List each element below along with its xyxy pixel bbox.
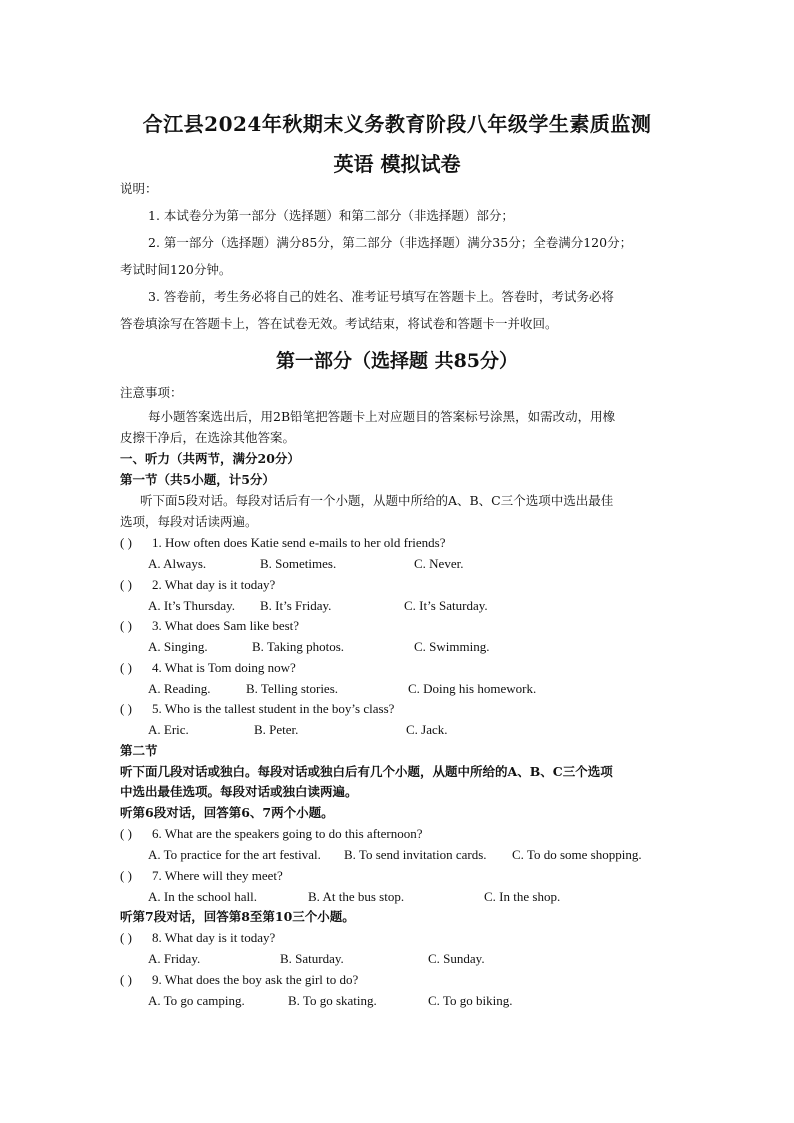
section2-desc-b: 中选出最佳选项。每段对话或独白读两遍。 bbox=[120, 784, 358, 799]
q5-option-c: C. Jack. bbox=[406, 722, 448, 737]
section2-title: 第二节 bbox=[120, 743, 158, 758]
dialog6-heading: 听第6段对话，回答第6、7两个小题。 bbox=[120, 805, 334, 820]
question-stem: 6. What are the speakers going to do this afternoon? bbox=[152, 826, 423, 841]
question-3 bbox=[120, 618, 299, 634]
q4-option-c: C. Doing his homework. bbox=[408, 681, 537, 696]
q7-option-c: C. In the shop. bbox=[484, 889, 561, 904]
question-6 bbox=[120, 826, 423, 842]
question-stem: 2. What day is it today? bbox=[152, 577, 276, 592]
question-9 bbox=[120, 972, 358, 988]
answer-paren[interactable]: ( ) bbox=[120, 660, 132, 675]
q7-option-b: B. At the bus stop. bbox=[308, 889, 405, 904]
q1-option-c: C. Never. bbox=[414, 556, 464, 571]
instruction-3a: 3. 答卷前，考生务必将自己的姓名、准考证号填写在答题卡上。答卷时，考试务必将 bbox=[148, 289, 614, 304]
section1-desc-b: 选项，每段对话读两遍。 bbox=[120, 514, 258, 529]
answer-paren[interactable]: ( ) bbox=[120, 972, 132, 987]
question-stem: 8. What day is it today? bbox=[152, 930, 276, 945]
q3-option-b: B. Taking photos. bbox=[252, 639, 345, 654]
q6-option-c: C. To do some shopping. bbox=[512, 847, 642, 862]
question-7 bbox=[120, 868, 283, 884]
instructions-label: 说明： bbox=[120, 181, 158, 196]
q2-option-a: A. It’s Thursday. bbox=[148, 598, 236, 613]
q5-option-b: B. Peter. bbox=[254, 722, 299, 737]
question-stem: 5. Who is the tallest student in the boy’s class? bbox=[152, 701, 395, 716]
question-1 bbox=[120, 535, 446, 551]
q1-option-a: A. Always. bbox=[148, 556, 207, 571]
q4-option-b: B. Telling stories. bbox=[246, 681, 339, 696]
listening-section-title: 一、听力（共两节，满分20分） bbox=[120, 451, 300, 466]
q8-option-c: C. Sunday. bbox=[428, 951, 485, 966]
q4-option-a: A. Reading. bbox=[148, 681, 211, 696]
question-4 bbox=[120, 660, 296, 676]
question-8 bbox=[120, 930, 275, 946]
q5-option-a: A. Eric. bbox=[148, 722, 189, 737]
section1-desc-a: 听下面5段对话。每段对话后有一个小题，从题中所给的A、B、C三个选项中选出最佳 bbox=[140, 493, 614, 508]
answer-paren[interactable]: ( ) bbox=[120, 930, 132, 945]
q6-option-b: B. To send invitation cards. bbox=[344, 847, 487, 862]
question-stem: 1. How often does Katie send e-mails to her old friends? bbox=[152, 535, 446, 550]
q3-option-a: A. Singing. bbox=[148, 639, 208, 654]
question-5 bbox=[120, 701, 394, 717]
instruction-2a: 2. 第一部分（选择题）满分85分，第二部分（非选择题）满分35分；全卷满分120分； bbox=[148, 235, 633, 250]
answer-paren[interactable]: ( ) bbox=[120, 826, 132, 841]
exam-subtitle: 英语 模拟试卷 bbox=[333, 152, 461, 176]
q2-option-b: B. It’s Friday. bbox=[260, 598, 332, 613]
q3-option-c: C. Swimming. bbox=[414, 639, 490, 654]
section2-desc-a: 听下面几段对话或独白。每段对话或独白后有几个小题，从题中所给的A、B、C三个选项 bbox=[120, 764, 613, 779]
section1-title: 第一节（共5小题，计5分） bbox=[120, 472, 275, 487]
q1-option-b: B. Sometimes. bbox=[260, 556, 337, 571]
q2-option-c: C. It’s Saturday. bbox=[404, 598, 488, 613]
question-2 bbox=[120, 577, 275, 593]
q9-option-a: A. To go camping. bbox=[148, 993, 245, 1008]
question-stem: 7. Where will they meet? bbox=[152, 868, 283, 883]
notice-label: 注意事项： bbox=[120, 385, 183, 400]
notice-text-a: 每小题答案选出后，用2B铅笔把答题卡上对应题目的答案标号涂黑，如需改动，用橡 bbox=[148, 409, 616, 424]
question-stem: 4. What is Tom doing now? bbox=[152, 660, 296, 675]
q9-option-b: B. To go skating. bbox=[288, 993, 377, 1008]
q9-option-c: C. To go biking. bbox=[428, 993, 513, 1008]
answer-paren[interactable]: ( ) bbox=[120, 701, 132, 716]
instruction-3b: 答卷填涂写在答题卡上，答在试卷无效。考试结束，将试卷和答题卡一并收回。 bbox=[120, 316, 558, 331]
answer-paren[interactable]: ( ) bbox=[120, 577, 132, 592]
answer-paren[interactable]: ( ) bbox=[120, 618, 132, 633]
instruction-1: 1. 本试卷分为第一部分（选择题）和第二部分（非选择题）部分； bbox=[148, 208, 514, 223]
answer-paren[interactable]: ( ) bbox=[120, 868, 132, 883]
q6-option-a: A. To practice for the art festival. bbox=[148, 847, 321, 862]
part1-title: 第一部分（选择题 共85分） bbox=[275, 350, 519, 372]
q8-option-a: A. Friday. bbox=[148, 951, 201, 966]
question-stem: 9. What does the boy ask the girl to do? bbox=[152, 972, 359, 987]
notice-text-b: 皮擦干净后，在选涂其他答案。 bbox=[120, 430, 296, 445]
q8-option-b: B. Saturday. bbox=[280, 951, 344, 966]
exam-title: 合江县2024年秋期末义务教育阶段八年级学生素质监测 bbox=[142, 112, 652, 136]
instruction-2b: 考试时间120分钟。 bbox=[120, 262, 232, 277]
q7-option-a: A. In the school hall. bbox=[148, 889, 258, 904]
answer-paren[interactable]: ( ) bbox=[120, 535, 132, 550]
dialog7-heading: 听第7段对话，回答第8至第10三个小题。 bbox=[120, 909, 355, 924]
question-stem: 3. What does Sam like best? bbox=[152, 618, 300, 633]
